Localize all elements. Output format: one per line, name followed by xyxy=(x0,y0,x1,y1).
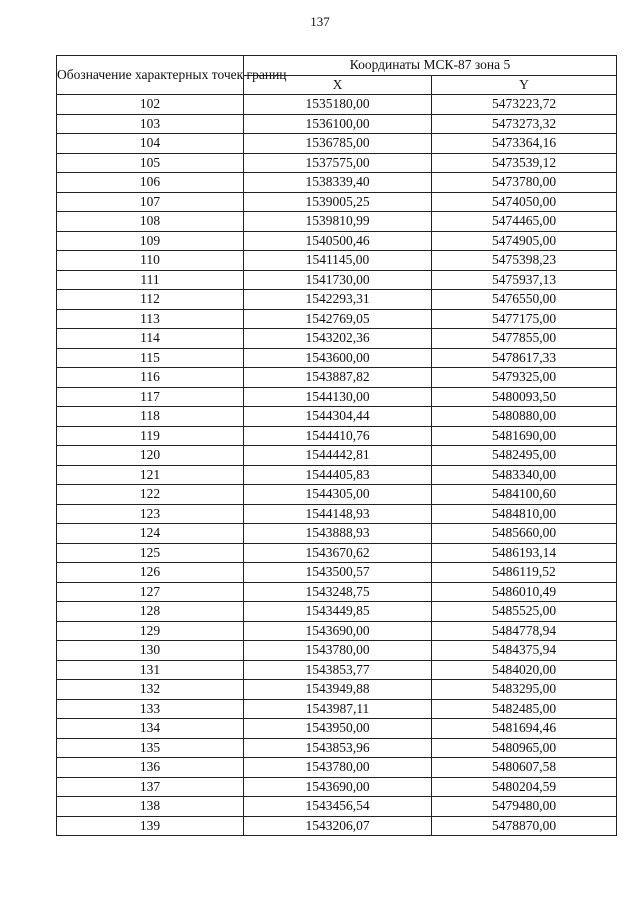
point-id-cell: 137 xyxy=(57,777,244,797)
point-id-cell: 110 xyxy=(57,251,244,271)
y-coordinate-cell: 5480880,00 xyxy=(432,407,617,427)
y-coordinate-cell: 5475398,23 xyxy=(432,251,617,271)
point-id-cell: 130 xyxy=(57,641,244,661)
y-coordinate-cell: 5483340,00 xyxy=(432,465,617,485)
x-coordinate-cell: 1544442,81 xyxy=(244,446,432,466)
x-coordinate-cell: 1543500,57 xyxy=(244,563,432,583)
x-coordinate-cell: 1539005,25 xyxy=(244,192,432,212)
table-row xyxy=(57,563,617,583)
y-coordinate-cell: 5474465,00 xyxy=(432,212,617,232)
point-id-cell: 105 xyxy=(57,153,244,173)
x-coordinate-cell: 1536100,00 xyxy=(244,114,432,134)
y-coordinate-cell: 5478617,33 xyxy=(432,348,617,368)
y-coordinate-cell: 5475937,13 xyxy=(432,270,617,290)
point-id-cell: 138 xyxy=(57,797,244,817)
table-row xyxy=(57,699,617,719)
table-row xyxy=(57,758,617,778)
header-boundary-points: Обозначение характерных точек границ xyxy=(57,56,244,95)
header-coordinates: Координаты МСК-87 зона 5 xyxy=(244,56,617,76)
y-coordinate-cell: 5481694,46 xyxy=(432,719,617,739)
y-coordinate-cell: 5483295,00 xyxy=(432,680,617,700)
point-id-cell: 136 xyxy=(57,758,244,778)
table-row xyxy=(57,387,617,407)
table-row xyxy=(57,797,617,817)
table-row xyxy=(57,407,617,427)
y-coordinate-cell: 5485660,00 xyxy=(432,524,617,544)
page-number: 137 xyxy=(310,14,330,29)
x-coordinate-cell: 1543690,00 xyxy=(244,777,432,797)
y-coordinate-cell: 5482495,00 xyxy=(432,446,617,466)
y-coordinate-cell: 5484375,94 xyxy=(432,641,617,661)
table-row xyxy=(57,465,617,485)
x-coordinate-cell: 1543853,77 xyxy=(244,660,432,680)
table-row xyxy=(57,348,617,368)
y-coordinate-cell: 5478870,00 xyxy=(432,816,617,836)
point-id-cell: 113 xyxy=(57,309,244,329)
x-coordinate-cell: 1544305,00 xyxy=(244,485,432,505)
point-id-cell: 126 xyxy=(57,563,244,583)
table-row xyxy=(57,114,617,134)
y-coordinate-cell: 5486119,52 xyxy=(432,563,617,583)
table-row xyxy=(57,95,617,115)
table-row xyxy=(57,251,617,271)
x-coordinate-cell: 1543202,36 xyxy=(244,329,432,349)
x-coordinate-cell: 1541730,00 xyxy=(244,270,432,290)
x-coordinate-cell: 1543888,93 xyxy=(244,524,432,544)
header-x: X xyxy=(244,75,432,95)
point-id-cell: 109 xyxy=(57,231,244,251)
point-id-cell: 106 xyxy=(57,173,244,193)
point-id-cell: 132 xyxy=(57,680,244,700)
table-row xyxy=(57,231,617,251)
x-coordinate-cell: 1543949,88 xyxy=(244,680,432,700)
table-row xyxy=(57,485,617,505)
point-id-cell: 120 xyxy=(57,446,244,466)
point-id-cell: 116 xyxy=(57,368,244,388)
table-row xyxy=(57,368,617,388)
y-coordinate-cell: 5480093,50 xyxy=(432,387,617,407)
x-coordinate-cell: 1536785,00 xyxy=(244,134,432,154)
y-coordinate-cell: 5473223,72 xyxy=(432,95,617,115)
table-row xyxy=(57,290,617,310)
y-coordinate-cell: 5473539,12 xyxy=(432,153,617,173)
y-coordinate-cell: 5477855,00 xyxy=(432,329,617,349)
point-id-cell: 103 xyxy=(57,114,244,134)
table-body xyxy=(57,95,617,836)
point-id-cell: 124 xyxy=(57,524,244,544)
y-coordinate-cell: 5485525,00 xyxy=(432,602,617,622)
point-id-cell: 135 xyxy=(57,738,244,758)
point-id-cell: 122 xyxy=(57,485,244,505)
y-coordinate-cell: 5480965,00 xyxy=(432,738,617,758)
x-coordinate-cell: 1544130,00 xyxy=(244,387,432,407)
x-coordinate-cell: 1542769,05 xyxy=(244,309,432,329)
x-coordinate-cell: 1543887,82 xyxy=(244,368,432,388)
x-coordinate-cell: 1542293,31 xyxy=(244,290,432,310)
x-coordinate-cell: 1544148,93 xyxy=(244,504,432,524)
table-row xyxy=(57,270,617,290)
y-coordinate-cell: 5476550,00 xyxy=(432,290,617,310)
point-id-cell: 117 xyxy=(57,387,244,407)
y-coordinate-cell: 5484778,94 xyxy=(432,621,617,641)
table-row xyxy=(57,602,617,622)
table-row xyxy=(57,134,617,154)
point-id-cell: 112 xyxy=(57,290,244,310)
x-coordinate-cell: 1541145,00 xyxy=(244,251,432,271)
point-id-cell: 121 xyxy=(57,465,244,485)
point-id-cell: 107 xyxy=(57,192,244,212)
point-id-cell: 102 xyxy=(57,95,244,115)
x-coordinate-cell: 1543780,00 xyxy=(244,641,432,661)
x-coordinate-cell: 1539810,99 xyxy=(244,212,432,232)
x-coordinate-cell: 1538339,40 xyxy=(244,173,432,193)
table-row xyxy=(57,524,617,544)
x-coordinate-cell: 1544405,83 xyxy=(244,465,432,485)
table-row xyxy=(57,719,617,739)
x-coordinate-cell: 1543853,96 xyxy=(244,738,432,758)
point-id-cell: 111 xyxy=(57,270,244,290)
x-coordinate-cell: 1543456,54 xyxy=(244,797,432,817)
y-coordinate-cell: 5474050,00 xyxy=(432,192,617,212)
point-id-cell: 118 xyxy=(57,407,244,427)
y-coordinate-cell: 5480607,58 xyxy=(432,758,617,778)
y-coordinate-cell: 5484020,00 xyxy=(432,660,617,680)
x-coordinate-cell: 1537575,00 xyxy=(244,153,432,173)
y-coordinate-cell: 5474905,00 xyxy=(432,231,617,251)
point-id-cell: 139 xyxy=(57,816,244,836)
point-id-cell: 108 xyxy=(57,212,244,232)
table-row xyxy=(57,173,617,193)
table-row xyxy=(57,621,617,641)
table-row xyxy=(57,543,617,563)
x-coordinate-cell: 1543670,62 xyxy=(244,543,432,563)
point-id-cell: 115 xyxy=(57,348,244,368)
table-row xyxy=(57,582,617,602)
x-coordinate-cell: 1540500,46 xyxy=(244,231,432,251)
table-row xyxy=(57,212,617,232)
y-coordinate-cell: 5479480,00 xyxy=(432,797,617,817)
x-coordinate-cell: 1543780,00 xyxy=(244,758,432,778)
point-id-cell: 134 xyxy=(57,719,244,739)
x-coordinate-cell: 1543248,75 xyxy=(244,582,432,602)
table-row xyxy=(57,777,617,797)
table-row xyxy=(57,153,617,173)
x-coordinate-cell: 1543950,00 xyxy=(244,719,432,739)
y-coordinate-cell: 5480204,59 xyxy=(432,777,617,797)
y-coordinate-cell: 5477175,00 xyxy=(432,309,617,329)
point-id-cell: 133 xyxy=(57,699,244,719)
y-coordinate-cell: 5473364,16 xyxy=(432,134,617,154)
point-id-cell: 123 xyxy=(57,504,244,524)
y-coordinate-cell: 5482485,00 xyxy=(432,699,617,719)
x-coordinate-cell: 1543690,00 xyxy=(244,621,432,641)
y-coordinate-cell: 5479325,00 xyxy=(432,368,617,388)
point-id-cell: 127 xyxy=(57,582,244,602)
table-row xyxy=(57,738,617,758)
y-coordinate-cell: 5486193,14 xyxy=(432,543,617,563)
x-coordinate-cell: 1543987,11 xyxy=(244,699,432,719)
point-id-cell: 114 xyxy=(57,329,244,349)
table-row xyxy=(57,660,617,680)
y-coordinate-cell: 5484810,00 xyxy=(432,504,617,524)
point-id-cell: 125 xyxy=(57,543,244,563)
table-row xyxy=(57,309,617,329)
x-coordinate-cell: 1544410,76 xyxy=(244,426,432,446)
point-id-cell: 128 xyxy=(57,602,244,622)
table-row xyxy=(57,680,617,700)
x-coordinate-cell: 1543449,85 xyxy=(244,602,432,622)
point-id-cell: 131 xyxy=(57,660,244,680)
point-id-cell: 129 xyxy=(57,621,244,641)
y-coordinate-cell: 5484100,60 xyxy=(432,485,617,505)
x-coordinate-cell: 1544304,44 xyxy=(244,407,432,427)
y-coordinate-cell: 5473273,32 xyxy=(432,114,617,134)
point-id-cell: 119 xyxy=(57,426,244,446)
y-coordinate-cell: 5473780,00 xyxy=(432,173,617,193)
point-id-cell: 104 xyxy=(57,134,244,154)
table-row xyxy=(57,816,617,836)
table-row xyxy=(57,446,617,466)
y-coordinate-cell: 5481690,00 xyxy=(432,426,617,446)
table-row xyxy=(57,426,617,446)
table-row xyxy=(57,504,617,524)
y-coordinate-cell: 5486010,49 xyxy=(432,582,617,602)
header-y: Y xyxy=(432,75,617,95)
x-coordinate-cell: 1543600,00 xyxy=(244,348,432,368)
x-coordinate-cell: 1543206,07 xyxy=(244,816,432,836)
coordinates-table xyxy=(56,55,617,836)
x-coordinate-cell: 1535180,00 xyxy=(244,95,432,115)
table-row xyxy=(57,641,617,661)
table-row xyxy=(57,329,617,349)
table-row xyxy=(57,192,617,212)
